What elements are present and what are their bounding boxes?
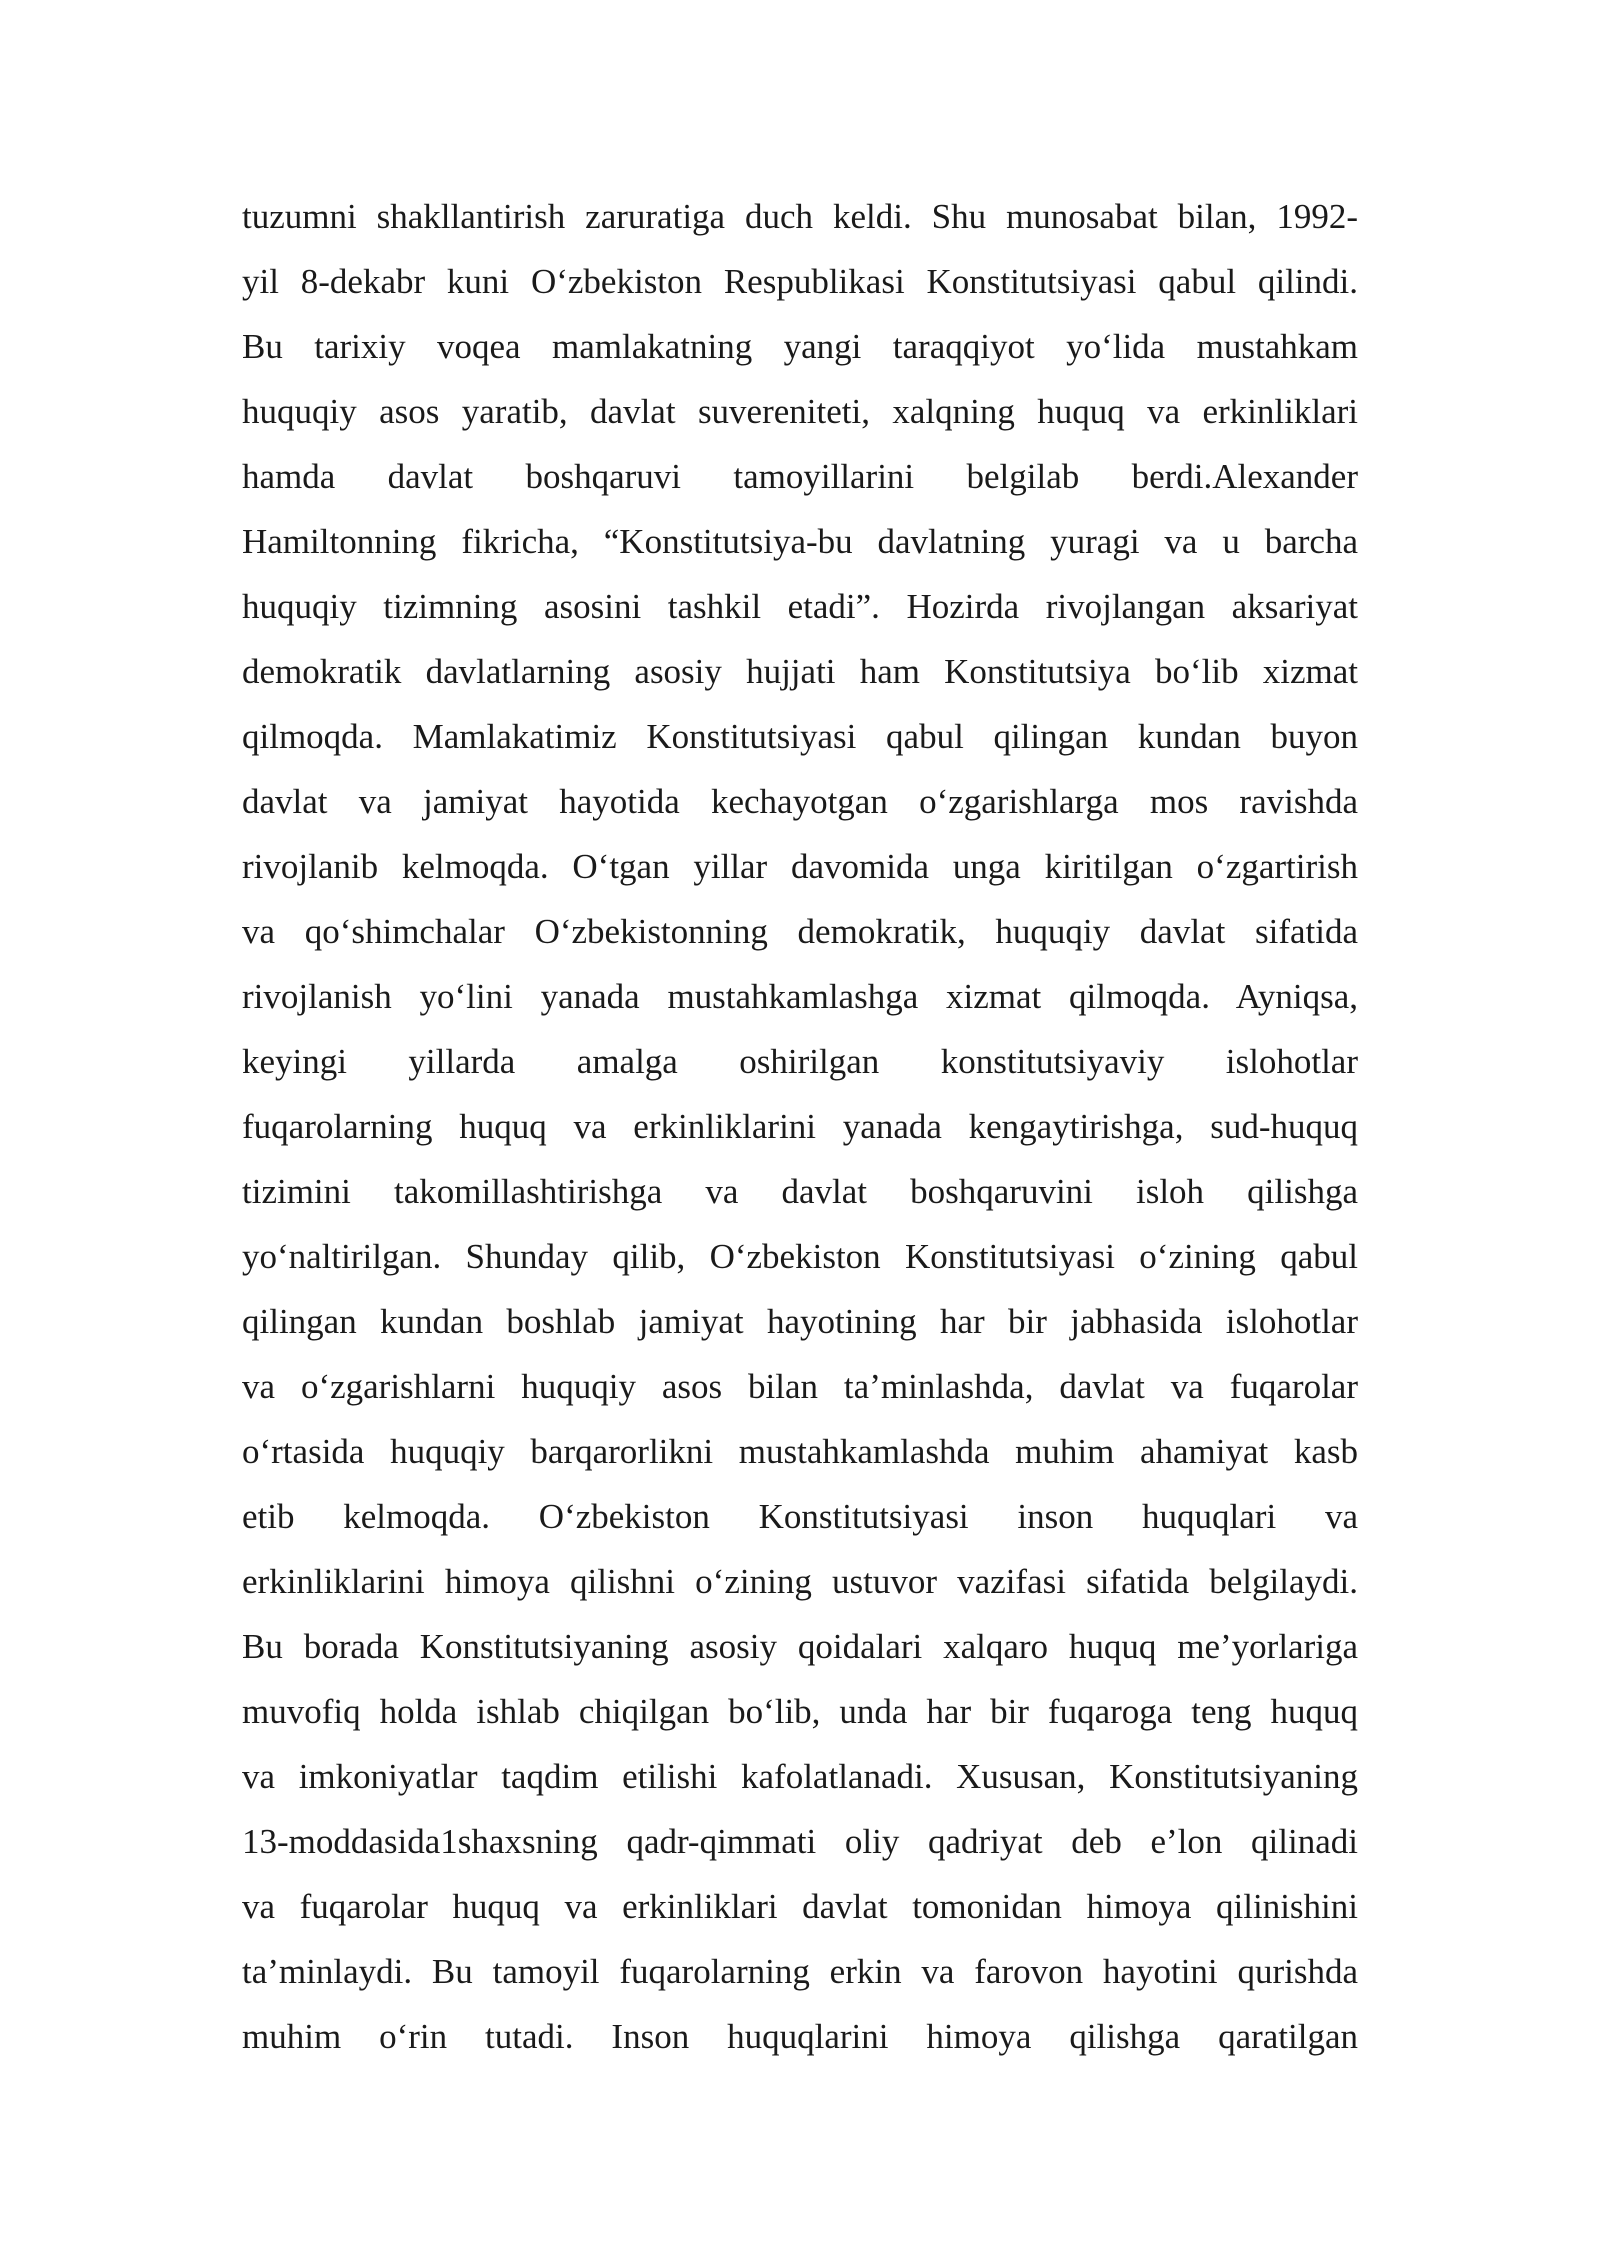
text-line: rivojlanib kelmoqda. O‘tgan yillar davomida unga kiritilgan o‘zgartirish (242, 847, 1358, 886)
text-line: Hamiltonning fikricha, “Konstitutsiya-bu davlatning yuragi va u barcha (242, 522, 1358, 561)
text-line: erkinliklarini himoya qilishni o‘zining ustuvor vazifasi sifatida belgilaydi. (242, 1562, 1358, 1601)
text-line: keyingi yillarda amalga oshirilgan konstitutsiyaviy islohotlar (242, 1042, 1358, 1081)
text-line: yo‘naltirilgan. Shunday qilib, O‘zbekiston Konstitutsiyasi o‘zining qabul (242, 1237, 1358, 1276)
text-line: 13-moddasida1shaxsning qadr-qimmati oliy qadriyat deb e’lon qilinadi (242, 1822, 1358, 1861)
text-line: qilingan kundan boshlab jamiyat hayotining har bir jabhasida islohotlar (242, 1302, 1358, 1341)
text-line: etib kelmoqda. O‘zbekiston Konstitutsiyasi inson huquqlari va (242, 1497, 1358, 1536)
text-line: demokratik davlatlarning asosiy hujjati ham Konstitutsiya bo‘lib xizmat (242, 652, 1358, 691)
text-line: va imkoniyatlar taqdim etilishi kafolatlanadi. Xususan, Konstitutsiyaning (242, 1757, 1358, 1796)
text-line: davlat va jamiyat hayotida kechayotgan o‘zgarishlarga mos ravishda (242, 782, 1358, 821)
text-line: muhim o‘rin tutadi. Inson huquqlarini himoya qilishga qaratilgan (242, 2017, 1358, 2056)
text-line: Bu tarixiy voqea mamlakatning yangi taraqqiyot yo‘lida mustahkam (242, 327, 1358, 366)
text-line: Bu borada Konstitutsiyaning asosiy qoidalari xalqaro huquq me’yorlariga (242, 1627, 1358, 1666)
text-line: muvofiq holda ishlab chiqilgan bo‘lib, unda har bir fuqaroga teng huquq (242, 1692, 1358, 1731)
text-line: hamda davlat boshqaruvi tamoyillarini belgilab berdi.Alexander (242, 457, 1358, 496)
text-line: tizimini takomillashtirishga va davlat boshqaruvini isloh qilishga (242, 1172, 1358, 1211)
text-line: va qo‘shimchalar O‘zbekistonning demokratik, huquqiy davlat sifatida (242, 912, 1358, 951)
text-line: va o‘zgarishlarni huquqiy asos bilan ta’minlashda, davlat va fuqarolar (242, 1367, 1358, 1406)
text-line: o‘rtasida huquqiy barqarorlikni mustahkamlashda muhim ahamiyat kasb (242, 1432, 1358, 1471)
text-line: tuzumni shakllantirish zaruratiga duch keldi. Shu munosabat bilan, 1992- (242, 197, 1358, 236)
text-line: ta’minlaydi. Bu tamoyil fuqarolarning erkin va farovon hayotini qurishda (242, 1952, 1358, 1991)
body-text (242, 188, 1358, 2073)
text-line: huquqiy tizimning asosini tashkil etadi”. Hozirda rivojlangan aksariyat (242, 587, 1358, 626)
text-line: rivojlanish yo‘lini yanada mustahkamlashga xizmat qilmoqda. Ayniqsa, (242, 977, 1358, 1016)
text-line: yil 8-dekabr kuni O‘zbekiston Respublikasi Konstitutsiyasi qabul qilindi. (242, 262, 1358, 301)
text-line: qilmoqda. Mamlakatimiz Konstitutsiyasi qabul qilingan kundan buyon (242, 717, 1358, 756)
text-line: va fuqarolar huquq va erkinliklari davlat tomonidan himoya qilinishini (242, 1887, 1358, 1926)
text-line: fuqarolarning huquq va erkinliklarini yanada kengaytirishga, sud-huquq (242, 1107, 1358, 1146)
text-line: huquqiy asos yaratib, davlat suvereniteti, xalqning huquq va erkinliklari (242, 392, 1358, 431)
